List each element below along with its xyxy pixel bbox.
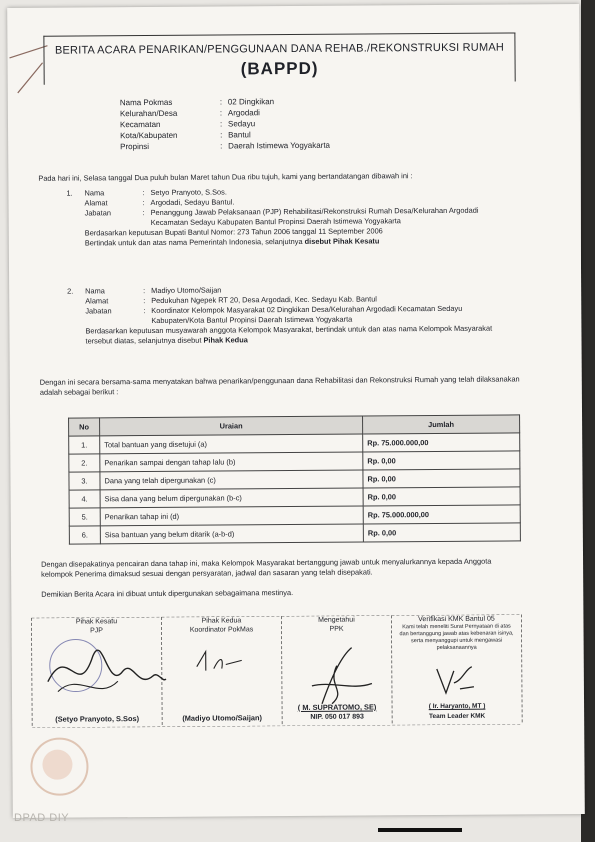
info-value: Sedayu bbox=[227, 119, 256, 129]
row-description: Sisa bantuan yang belum ditarik (a-b-d) bbox=[100, 524, 363, 544]
info-label: Propinsi bbox=[120, 142, 150, 152]
row-amount: Rp. 0,00 bbox=[363, 523, 520, 542]
row-number: 3. bbox=[69, 472, 100, 490]
signature-stamp-scribble bbox=[38, 631, 169, 706]
row-number: 6. bbox=[69, 526, 100, 544]
signatory-name: ( Ir. Haryanto, MT ) bbox=[428, 702, 486, 711]
party-role-name: Pihak Kedua bbox=[203, 335, 248, 345]
info-label: Nama Pokmas bbox=[119, 97, 173, 108]
party-name: Madiyo Utomo/Saijan bbox=[151, 285, 222, 296]
info-row: Kecamatan : Sedayu bbox=[119, 119, 256, 130]
party-name: Setyo Pranyoto, S.Sos. bbox=[150, 187, 227, 198]
row-amount: Rp. 75.000.000,00 bbox=[363, 433, 520, 452]
party-position: Koordinator Kelompok Masyarakat 02 Dingkikan Desa/Kelurahan Argodadi Kecamatan Sedayu Kabupaten/Kota Bantul Propinsi Daerah Istimewa Yogyakarta bbox=[151, 303, 463, 326]
signature-role: PPK bbox=[329, 625, 344, 633]
column-header: No bbox=[69, 418, 100, 436]
closing-text: Dengan disepakatinya pencairan dana tahap ini, maka Kelompok Masyarakat bertanggung jawab untuk menyalurkannya kepada Anggota kelompok Penerima dimaksud sesuai dengan persyaratan, jadwal dan sasaran yang telah disepakati. bbox=[41, 556, 492, 579]
signature-kmk bbox=[391, 614, 522, 725]
row-description: Sisa dana yang belum dipergunakan (b-c) bbox=[100, 488, 363, 508]
info-label: Kelurahan/Desa bbox=[119, 108, 178, 119]
party-position: Penanggung Jawab Pelaksanaan (PJP) Rehabilitasi/Rekonstruksi Rumah Desa/Kelurahan Argodadi Kecamatan Sedayu Kabupaten Bantul Propinsi Daerah Istimewa Yogyakarta bbox=[150, 205, 479, 228]
row-number: 4. bbox=[69, 490, 100, 508]
party-number: 1. bbox=[66, 188, 73, 198]
info-value: Daerah Istimewa Yogyakarta bbox=[228, 140, 331, 151]
party-2: 2. Nama : Madiyo Utomo/Saijan Alamat : Pedukuhan Ngepek RT 20, Desa Argodadi, Kec. Sedayu Kab. Bantul Jabatan : Koordinator Kelompok Masyarakat 02 Dingkikan Desa/Kelurahan Argodadi Kecamatan Sedayu Kabupaten/Kota Bantul Propinsi Daerah Istimewa Yogyakarta Berdasarkan keputusan musyawarah anggota Kelompok Masyarakat, bertindak untuk dan atas nama Kelompok Masyarakat tersebut diatas, selanjutnya disebut Pihak Kedua bbox=[67, 283, 515, 346]
column-header: Jumlah bbox=[363, 415, 520, 434]
info-row: Propinsi : Daerah Istimewa Yogyakarta bbox=[120, 140, 331, 152]
row-description: Penarikan sampai dengan tahap lalu (b) bbox=[100, 452, 363, 472]
row-description: Dana yang telah dipergunakan (c) bbox=[100, 470, 363, 490]
info-row: Nama Pokmas : 02 Dingkikan bbox=[119, 97, 275, 108]
signatory-name: (Madiyo Utomo/Saijan) bbox=[182, 713, 263, 723]
row-number: 5. bbox=[69, 508, 100, 526]
party-field-label: Alamat bbox=[85, 296, 109, 306]
signature-scribble bbox=[292, 645, 382, 706]
pokmas-info bbox=[120, 96, 330, 152]
row-amount: Rp. 0,00 bbox=[363, 469, 520, 488]
signature-title: Verifikasi KMK Bantul 05 bbox=[418, 615, 495, 624]
table-row bbox=[69, 523, 520, 544]
row-amount: Rp. 0,00 bbox=[363, 451, 520, 470]
signatory-role: Team Leader KMK bbox=[428, 712, 486, 721]
funds-table bbox=[68, 414, 521, 544]
doc-title: BERITA ACARA PENARIKAN/PENGGUNAAN DANA REHAB./REKONSTRUKSI RUMAH bbox=[54, 41, 505, 57]
signature-pihak-kedua bbox=[161, 616, 282, 727]
row-description: Penarikan tahap ini (d) bbox=[100, 506, 363, 526]
row-description: Total bantuan yang disetujui (a) bbox=[100, 434, 363, 454]
signature-pihak-kesatu bbox=[31, 617, 162, 728]
row-number: 1. bbox=[69, 436, 100, 454]
row-number: 2. bbox=[69, 454, 100, 472]
party-role-name: disebut Pihak Kesatu bbox=[304, 236, 380, 246]
library-stamp bbox=[30, 737, 88, 795]
signature-scribble bbox=[192, 646, 252, 676]
party-address: Pedukuhan Ngepek RT 20, Desa Argodadi, Kec. Sedayu Kab. Bantul bbox=[151, 294, 377, 306]
party-1: 1. Nama : Setyo Pranyoto, S.Sos. Alamat : Argodadi, Sedayu Bantul. Jabatan : Penanggung Jawab Pelaksanaan (PJP) Rehabilitasi/Rekonstruksi Rumah Desa/Kelurahan Argodadi Kecamatan Sedayu Kabupaten Bantul Propinsi Daerah Istimewa Yogyakarta Berdasarkan keputusan Bupati Bantul Nomor: 273 Tahun 2006 tanggal 11 September 2006 Bertindak untuk dan atas nama Pemerintah Indonesia, selanjutnya disebut Pihak Kesatu bbox=[66, 185, 514, 248]
info-label: Kecamatan bbox=[119, 119, 161, 130]
signatory-name: ( M. SUPRATOMO, SE) bbox=[297, 702, 377, 712]
info-value: Bantul bbox=[228, 130, 251, 140]
document-sheet bbox=[7, 4, 585, 818]
party-number: 2. bbox=[67, 286, 74, 296]
row-amount: Rp. 75.000.000,00 bbox=[363, 505, 520, 524]
closing-note: Demikian Berita Acara ini dibuat untuk dipergunakan sebagaimana mestinya. bbox=[41, 588, 294, 599]
party-basis: Berdasarkan keputusan musyawarah anggota Kelompok Masyarakat, bertindak untuk dan atas nama Kelompok Masyarakat tersebut diatas, selanjutnya disebut Pihak Kedua bbox=[85, 323, 493, 346]
info-row: Kota/Kabupaten : Bantul bbox=[120, 130, 251, 141]
party-role: Bertindak untuk dan atas nama Pemerintah Indonesia, selanjutnya disebut Pihak Kesatu bbox=[84, 236, 380, 248]
title-box bbox=[43, 32, 515, 84]
row-amount: Rp. 0,00 bbox=[363, 487, 520, 506]
doc-subtitle: (BAPPD) bbox=[240, 58, 319, 79]
signatory-name: (Setyo Pranyoto, S.Sos) bbox=[55, 714, 140, 724]
column-header: Uraian bbox=[100, 416, 363, 436]
party-basis: Berdasarkan keputusan Bupati Bantul Nomor: 273 Tahun 2006 tanggal 11 September 2006 bbox=[84, 226, 383, 238]
signature-title: Pihak Kesatu bbox=[75, 618, 118, 626]
info-value: 02 Dingkikan bbox=[227, 97, 275, 107]
party-field-label: Jabatan bbox=[85, 306, 112, 316]
verification-note: Kami telah meneliti Surat Pernyataan di atas dan bertanggung jawab atas kebenaran isinya, serta menyanggupi untuk mengawasi pelaksanaannya bbox=[399, 623, 514, 652]
signature-scribble bbox=[432, 663, 482, 697]
info-value: Argodadi bbox=[227, 108, 260, 118]
party-field-label: Nama bbox=[85, 286, 105, 296]
party-field-label: Jabatan bbox=[84, 208, 111, 218]
signature-block bbox=[23, 614, 530, 728]
signature-role: PJP bbox=[90, 627, 103, 635]
signature-ppk bbox=[281, 615, 392, 726]
info-label: Kota/Kabupaten bbox=[120, 130, 178, 141]
signature-title: Mengetahui bbox=[318, 616, 355, 624]
statement-text: Dengan ini secara bersama-sama menyatakan bahwa penarikan/penggunaan dana Rehabilitasi dan Rekonstruksi Rumah yang telah dilaksanakan adalah sebagai berikut : bbox=[39, 374, 520, 397]
watermark: DPAD DIY bbox=[14, 812, 70, 824]
signatory-nip: NIP. 050 017 893 bbox=[310, 713, 364, 721]
party-field-label: Nama bbox=[84, 188, 105, 198]
info-row: Kelurahan/Desa : Argodadi bbox=[119, 108, 260, 119]
intro-text: Pada hari ini, Selasa tanggal Dua puluh bulan Maret tahun Dua ribu tujuh, kami yang bertandatangan dibawah ini : bbox=[38, 171, 413, 183]
signature-role: Koordinator PokMas bbox=[189, 626, 254, 634]
party-address: Argodadi, Sedayu Bantul. bbox=[150, 197, 235, 208]
signature-title: Pihak Kedua bbox=[201, 617, 242, 625]
scan-bar bbox=[378, 828, 462, 832]
party-field-label: Alamat bbox=[84, 198, 108, 208]
